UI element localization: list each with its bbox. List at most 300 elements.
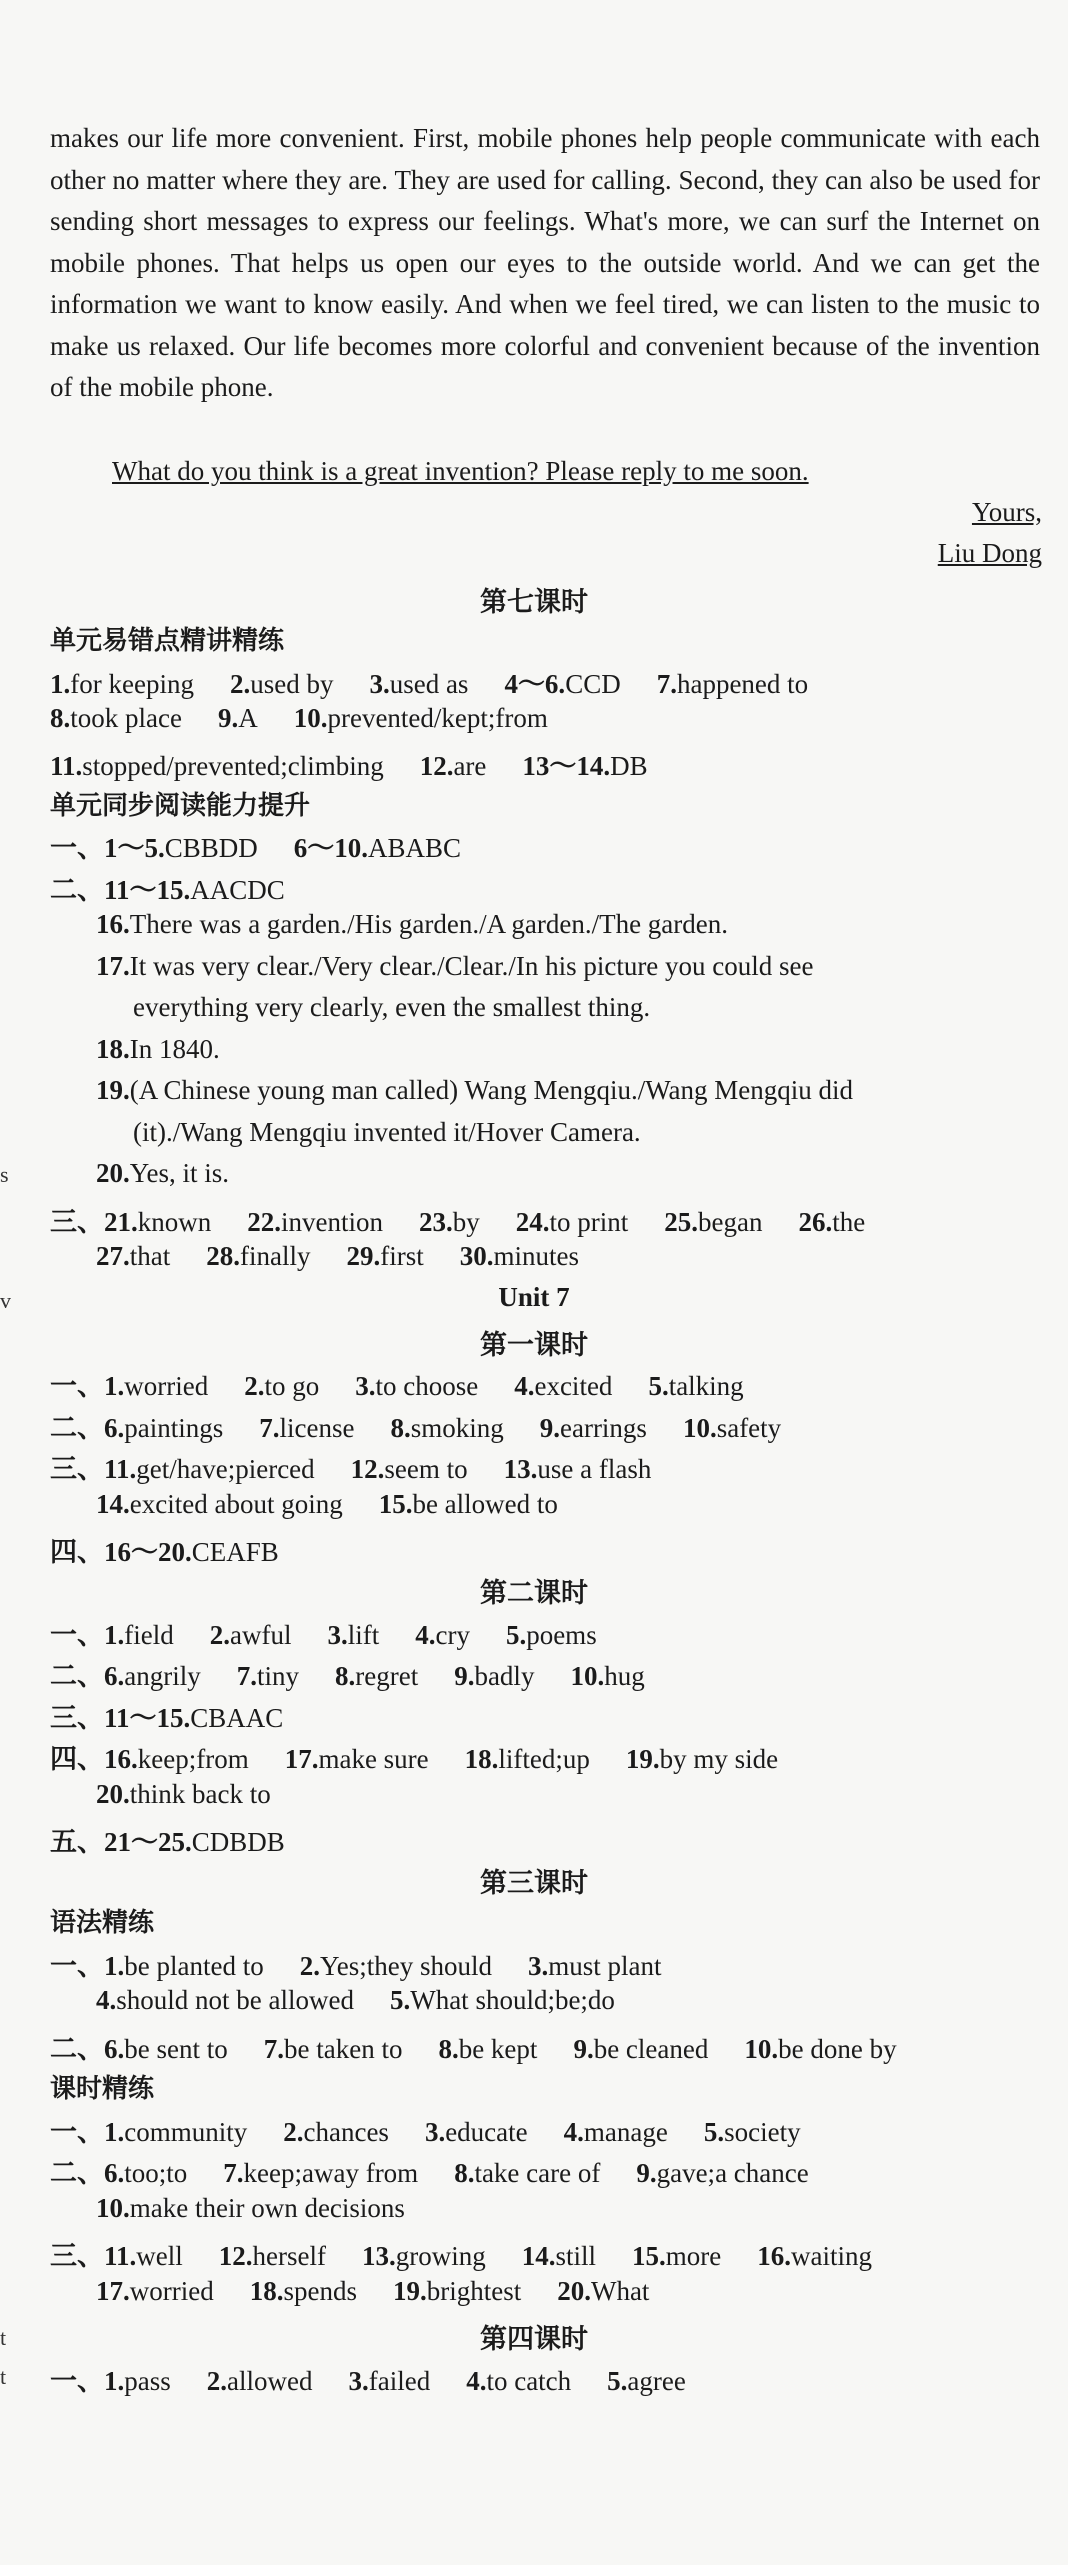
answer-text: (A Chinese young man called) Wang Mengqiu./Wang Mengqiu did [129, 1075, 854, 1105]
answer-row [50, 1820, 321, 1859]
answer-item [96, 1241, 170, 1271]
question-number: 11. [50, 751, 83, 781]
answer-item [50, 703, 182, 733]
answer-text: awful [229, 1620, 292, 1650]
answer-item [514, 1371, 612, 1401]
answer-text: talking [668, 1371, 744, 1401]
answer-item [230, 669, 334, 699]
answer-text: to go [264, 1371, 320, 1401]
question-number: 14. [96, 1489, 130, 1519]
answer-item [419, 1207, 480, 1237]
answer-item [264, 2034, 403, 2064]
question-number: 15. [378, 1489, 413, 1519]
answer-item [522, 751, 647, 781]
answer-text: finally [240, 1241, 311, 1271]
question-number: 8. [335, 1661, 356, 1691]
question-number: 19. [96, 1075, 130, 1105]
answer-text: to catch [486, 2366, 572, 2396]
question-number: 4. [514, 1371, 535, 1401]
answer-item [237, 1661, 299, 1691]
answer-item [570, 1661, 644, 1691]
question-number: 2. [229, 669, 251, 699]
class-heading: 课时精练 [50, 2074, 155, 2104]
answer-item [96, 951, 814, 981]
answer-row [50, 826, 497, 865]
answer-item [50, 2241, 183, 2271]
answer-text: more [665, 2241, 722, 2271]
answer-text: In 1840. [129, 1034, 220, 1064]
question-number: 5. [648, 1371, 669, 1401]
question-number: 20. [96, 1779, 130, 1809]
answer-text: poems [526, 1620, 597, 1650]
answer-row [96, 1158, 265, 1189]
answer-item [50, 1207, 211, 1237]
answer-item [683, 1413, 781, 1443]
answer-text: still [555, 2241, 596, 2271]
answer-text: herself [252, 2241, 326, 2271]
question-number: 27. [96, 1241, 130, 1271]
answer-item [206, 1241, 310, 1271]
question-number: 10. [744, 2034, 779, 2064]
answer-text: lifted;up [498, 1744, 590, 1774]
question-number: 7. [263, 2034, 284, 2064]
question-number: 二、11～15. [50, 875, 191, 905]
answer-item [96, 1489, 343, 1519]
question-number: 16. [96, 909, 130, 939]
answer-item [223, 2158, 418, 2188]
answer-text: field [124, 1620, 174, 1650]
question-number: 28. [206, 1241, 240, 1271]
question-number: 24. [515, 1207, 550, 1237]
question-number: 一、1. [50, 2117, 125, 2147]
question-number: 23. [419, 1207, 453, 1237]
answer-item [348, 2366, 430, 2396]
answer-text: worried [124, 1371, 209, 1401]
answer-item [283, 2117, 389, 2147]
answer-text: What [590, 2276, 650, 2306]
question-number: 19. [625, 1744, 660, 1774]
question-number: 3. [424, 2117, 446, 2147]
answer-row [50, 2110, 837, 2149]
lesson3-title: 第三课时 [480, 1868, 588, 1899]
answer-item [504, 1454, 652, 1484]
question-number: 9. [454, 1661, 475, 1691]
question-number: 7. [259, 1413, 280, 1443]
answer-text: the [832, 1207, 866, 1237]
answer-text: that [129, 1241, 171, 1271]
edge-mark: t [0, 2364, 7, 2389]
answer-item [346, 1241, 423, 1271]
answer-item [390, 1985, 615, 2015]
answer-item [50, 1661, 201, 1691]
question-number: 9. [539, 1413, 560, 1443]
answer-text: It was very clear./Very clear./Clear./In his picture you could see [129, 951, 814, 981]
answer-item [540, 1413, 647, 1443]
question-number: 3. [355, 1371, 376, 1401]
answer-text: minutes [493, 1241, 579, 1271]
answer-text: prevented/kept;from [327, 703, 548, 733]
answer-text: too;to [124, 2158, 188, 2188]
answer-row [96, 1779, 307, 1810]
answer-text: DB [610, 751, 648, 781]
answer-text: be sent to [124, 2034, 228, 2064]
answer-item [522, 2241, 596, 2271]
answer-item [657, 669, 808, 699]
question-number: 5. [505, 1620, 527, 1650]
question-number: 12. [419, 751, 454, 781]
answer-item [438, 2034, 537, 2064]
question-number: 3. [369, 669, 390, 699]
answer-item [96, 1034, 220, 1064]
answer-item [564, 2117, 668, 2147]
answer-text: for keeping [70, 669, 194, 699]
answer-row [50, 1406, 817, 1445]
answer-text: What should;be;do [410, 1985, 615, 2015]
answer-item [207, 2366, 313, 2396]
answer-item [335, 1661, 418, 1691]
question-number: 三、11～15. [50, 1703, 191, 1733]
question-number: 2. [283, 2117, 304, 2147]
answer-text: educate [445, 2117, 528, 2147]
answer-item [96, 1075, 853, 1105]
answer-row [96, 951, 850, 982]
answer-text: keep;away from [243, 2158, 419, 2188]
answer-item [636, 2158, 808, 2188]
answer-item [465, 1744, 590, 1774]
answer-item [218, 703, 258, 733]
question-number: 3. [528, 1951, 549, 1981]
question-number: 6～10. [293, 833, 369, 863]
answer-text: known [137, 1207, 212, 1237]
question-number: 一、1～5. [50, 833, 165, 863]
question-number: 25. [664, 1207, 698, 1237]
answer-item [573, 2034, 708, 2064]
answer-item [96, 1985, 354, 2015]
answer-item [50, 1951, 264, 1981]
answer-text: waiting [790, 2241, 872, 2271]
question-number: 8. [390, 1413, 411, 1443]
answer-item [50, 1413, 223, 1443]
answer-item [50, 2034, 228, 2064]
question-number: 4～6. [504, 669, 566, 699]
answer-text: regret [355, 1661, 419, 1691]
question-number: 4. [466, 2366, 487, 2396]
answer-text: AACDC [190, 875, 285, 905]
question-number: 12. [350, 1454, 385, 1484]
answer-item [648, 1371, 743, 1401]
answer-text: should not be allowed [116, 1985, 354, 2015]
question-number: 4. [563, 2117, 584, 2147]
question-number: 7. [236, 1661, 257, 1691]
answer-item [210, 1620, 292, 1650]
lesson4-title: 第四课时 [480, 2324, 588, 2355]
lesson2-title: 第二课时 [480, 1578, 588, 1609]
answer-item [50, 1371, 208, 1401]
question-number: 四、16. [50, 1744, 138, 1774]
question-number: 5. [703, 2117, 725, 2147]
answer-row [96, 2193, 441, 2224]
answer-row [50, 1696, 319, 1735]
answer-text: tiny [256, 1661, 299, 1691]
answer-item [504, 669, 620, 699]
answer-item [244, 1371, 319, 1401]
answer-item [219, 2241, 326, 2271]
question-number: 14. [521, 2241, 556, 2271]
question-number: 17. [96, 951, 130, 981]
question-number: 15. [632, 2241, 666, 2271]
answer-text: began [698, 1207, 763, 1237]
question-number: 19. [392, 2276, 427, 2306]
question-number: 3. [327, 1620, 348, 1650]
question-number: 20. [96, 1158, 130, 1188]
answer-item [379, 1489, 558, 1519]
answer-text: get/have;pierced [136, 1454, 315, 1484]
question-number: 2. [299, 1951, 320, 1981]
answer-row [50, 744, 684, 783]
question-number: 一、1. [50, 1620, 125, 1650]
answer-text: society [724, 2117, 801, 2147]
answer-text: There was a garden./His garden./A garden./The garden. [129, 909, 729, 939]
answer-text: safety [716, 1413, 782, 1443]
question-number: 7. [656, 669, 677, 699]
question-number: 二、6. [50, 1661, 125, 1691]
question-number: 五、21～25. [50, 1827, 192, 1857]
answer-text: make their own decisions [129, 2193, 405, 2223]
answer-item [351, 1454, 468, 1484]
answer-item [50, 751, 384, 781]
answer-text: used as [389, 669, 469, 699]
reading-heading: 单元同步阅读能力提升 [50, 791, 311, 821]
answer-item [355, 1371, 478, 1401]
question-number: 9. [636, 2158, 657, 2188]
answer-text: brightest [426, 2276, 522, 2306]
answer-text: be kept [458, 2034, 538, 2064]
answer-text: smoking [410, 1413, 504, 1443]
answer-item [327, 1620, 379, 1650]
answer-item [460, 1241, 579, 1271]
answer-item [96, 2193, 405, 2223]
question-number: 12. [218, 2241, 253, 2271]
answer-row [50, 1447, 687, 1486]
question-number: 二、6. [50, 1413, 125, 1443]
answer-item [415, 1620, 470, 1650]
question-number: 8. [454, 2158, 475, 2188]
grammar-heading: 语法精练 [50, 1908, 155, 1938]
answer-text: growing [395, 2241, 486, 2271]
answer-item [607, 2366, 686, 2396]
question-number: 8. [438, 2034, 459, 2064]
answer-item [506, 1620, 597, 1650]
answer-item [247, 1207, 383, 1237]
answer-item [454, 2158, 600, 2188]
letter-closing-line: What do you think is a great invention? Please reply to me soon. [112, 456, 809, 486]
answer-item [425, 2117, 528, 2147]
answer-item [50, 1703, 283, 1733]
answer-text: well [136, 2241, 183, 2271]
answer-text: excited about going [129, 1489, 343, 1519]
question-number: 26. [798, 1207, 833, 1237]
answer-item [96, 909, 728, 939]
answer-item [757, 2241, 872, 2271]
question-number: 2. [206, 2366, 227, 2396]
answer-item [300, 1951, 492, 1981]
question-number: 4. [96, 1985, 117, 2015]
answer-item [393, 2276, 521, 2306]
answer-text: to print [549, 1207, 629, 1237]
question-number: 一、1. [50, 1371, 125, 1401]
answer-text: Yes, it is. [129, 1158, 230, 1188]
answer-row [50, 2027, 933, 2066]
answer-item [390, 1413, 503, 1443]
edge-mark: s [0, 1162, 9, 1187]
question-number: 29. [346, 1241, 381, 1271]
question-number: 10. [293, 703, 328, 733]
answer-text: use a flash [537, 1454, 652, 1484]
question-number: 一、1. [50, 1951, 125, 1981]
answer-text: keep;from [137, 1744, 249, 1774]
question-number: 3. [348, 2366, 369, 2396]
answer-text: be cleaned [593, 2034, 709, 2064]
answer-item [50, 2117, 247, 2147]
answer-text: CBBDD [164, 833, 258, 863]
question-number: 9. [217, 703, 239, 733]
question-number: 三、11. [50, 2241, 137, 2271]
answer-text: happened to [676, 669, 809, 699]
answer-item [50, 1744, 249, 1774]
question-number: 13. [361, 2241, 396, 2271]
lesson1-title: 第一课时 [480, 1330, 588, 1361]
answer-text: lift [347, 1620, 380, 1650]
answer-row [50, 1530, 315, 1569]
answer-item [50, 833, 258, 863]
question-number: 7. [223, 2158, 244, 2188]
question-number: 17. [284, 1744, 319, 1774]
question-number: 10. [682, 1413, 717, 1443]
lesson7-title: 第七课时 [480, 587, 588, 618]
answer-item [420, 751, 487, 781]
question-number: 四、16～20. [50, 1537, 192, 1567]
question-number: 18. [249, 2276, 284, 2306]
answer-item [50, 1537, 279, 1567]
answer-text: hug [604, 1661, 645, 1691]
answer-text: badly [474, 1661, 535, 1691]
question-number: 2. [244, 1371, 265, 1401]
answer-item [362, 2241, 486, 2271]
answer-text: excited [534, 1371, 613, 1401]
answer-text: community [124, 2117, 248, 2147]
answer-text: pass [124, 2366, 171, 2396]
answer-item [50, 2366, 171, 2396]
answer-text: used by [250, 669, 334, 699]
answer-text: CCD [565, 669, 621, 699]
answer-text: first [380, 1241, 424, 1271]
answer-continuation: everything very clearly, even the smallest thing. [133, 992, 651, 1022]
answer-text: be planted to [124, 1951, 264, 1981]
answer-text: ABABC [368, 833, 462, 863]
answer-item [96, 1779, 271, 1809]
question-number: 18. [96, 1034, 130, 1064]
easy-errors-heading: 单元易错点精讲精练 [50, 626, 285, 656]
answer-row [96, 1075, 889, 1106]
question-number: 二、6. [50, 2158, 125, 2188]
question-number: 18. [464, 1744, 499, 1774]
answer-row [50, 2359, 722, 2398]
answer-row [50, 1944, 698, 1983]
answer-item [454, 1661, 534, 1691]
letter-paragraph: makes our life more convenient. First, mobile phones help people communicate with each other no matter where they are. They are used for calling. Second, they can also be used for sending short messages to express our feelings. What's more, we can surf the Internet on mobile phones. That helps us open our eyes to the outside world. And we can get the information we want to know easily. And when we feel tired, we can listen to the music to make us relaxed. Our life becomes more colorful and convenient because of the invention of the mobile phone. [50, 123, 1040, 402]
question-number: 一、1. [50, 2366, 125, 2396]
answer-text: earrings [559, 1413, 647, 1443]
question-number: 三、11. [50, 1454, 137, 1484]
question-number: 30. [459, 1241, 494, 1271]
answer-item [259, 1413, 354, 1443]
question-number: 1. [50, 669, 71, 699]
answer-text: angrily [124, 1661, 201, 1691]
edge-mark: v [0, 1288, 11, 1313]
answer-row [96, 1241, 615, 1272]
unit7-title: Unit 7 [498, 1282, 570, 1312]
question-number: 5. [607, 2366, 628, 2396]
answer-item [466, 2366, 571, 2396]
answer-text: agree [627, 2366, 686, 2396]
question-number: 22. [247, 1207, 281, 1237]
answer-text: CEAFB [191, 1537, 279, 1567]
answer-row [50, 1200, 901, 1239]
answer-row [96, 1489, 594, 1520]
answer-text: worried [129, 2276, 214, 2306]
question-number: 16. [757, 2241, 791, 2271]
answer-item [294, 833, 461, 863]
answer-text: be done by [778, 2034, 897, 2064]
answer-item [50, 669, 194, 699]
answer-text: took place [70, 703, 182, 733]
answer-text: gave;a chance [656, 2158, 809, 2188]
answer-row [50, 703, 584, 734]
answer-row [50, 2151, 845, 2190]
answer-item [626, 1744, 778, 1774]
answer-text: manage [583, 2117, 668, 2147]
answer-item [285, 1744, 429, 1774]
answer-text: seem to [384, 1454, 468, 1484]
answer-item [632, 2241, 721, 2271]
answer-item [664, 1207, 762, 1237]
answer-item [557, 2276, 649, 2306]
answer-text: Yes;they should [319, 1951, 493, 1981]
answer-text: CBAAC [190, 1703, 284, 1733]
edge-mark: t [0, 2325, 7, 2350]
question-number: 13. [503, 1454, 538, 1484]
question-number: 8. [50, 703, 71, 733]
answer-text: invention [281, 1207, 383, 1237]
answer-row [50, 1613, 633, 1652]
answer-row [96, 1034, 256, 1065]
answer-item [744, 2034, 896, 2064]
answer-row [50, 1364, 780, 1403]
answer-item [96, 2276, 214, 2306]
answer-row [50, 1737, 814, 1776]
answer-text: to choose [375, 1371, 479, 1401]
question-number: 9. [573, 2034, 594, 2064]
answer-row [50, 2234, 908, 2273]
answer-item [50, 1454, 315, 1484]
answer-text: make sure [318, 1744, 429, 1774]
answer-row [96, 2276, 685, 2307]
answer-item [50, 1827, 285, 1857]
answer-text: by my side [659, 1744, 779, 1774]
answer-row [50, 662, 844, 701]
answer-item [50, 1620, 174, 1650]
answer-text: allowed [227, 2366, 313, 2396]
